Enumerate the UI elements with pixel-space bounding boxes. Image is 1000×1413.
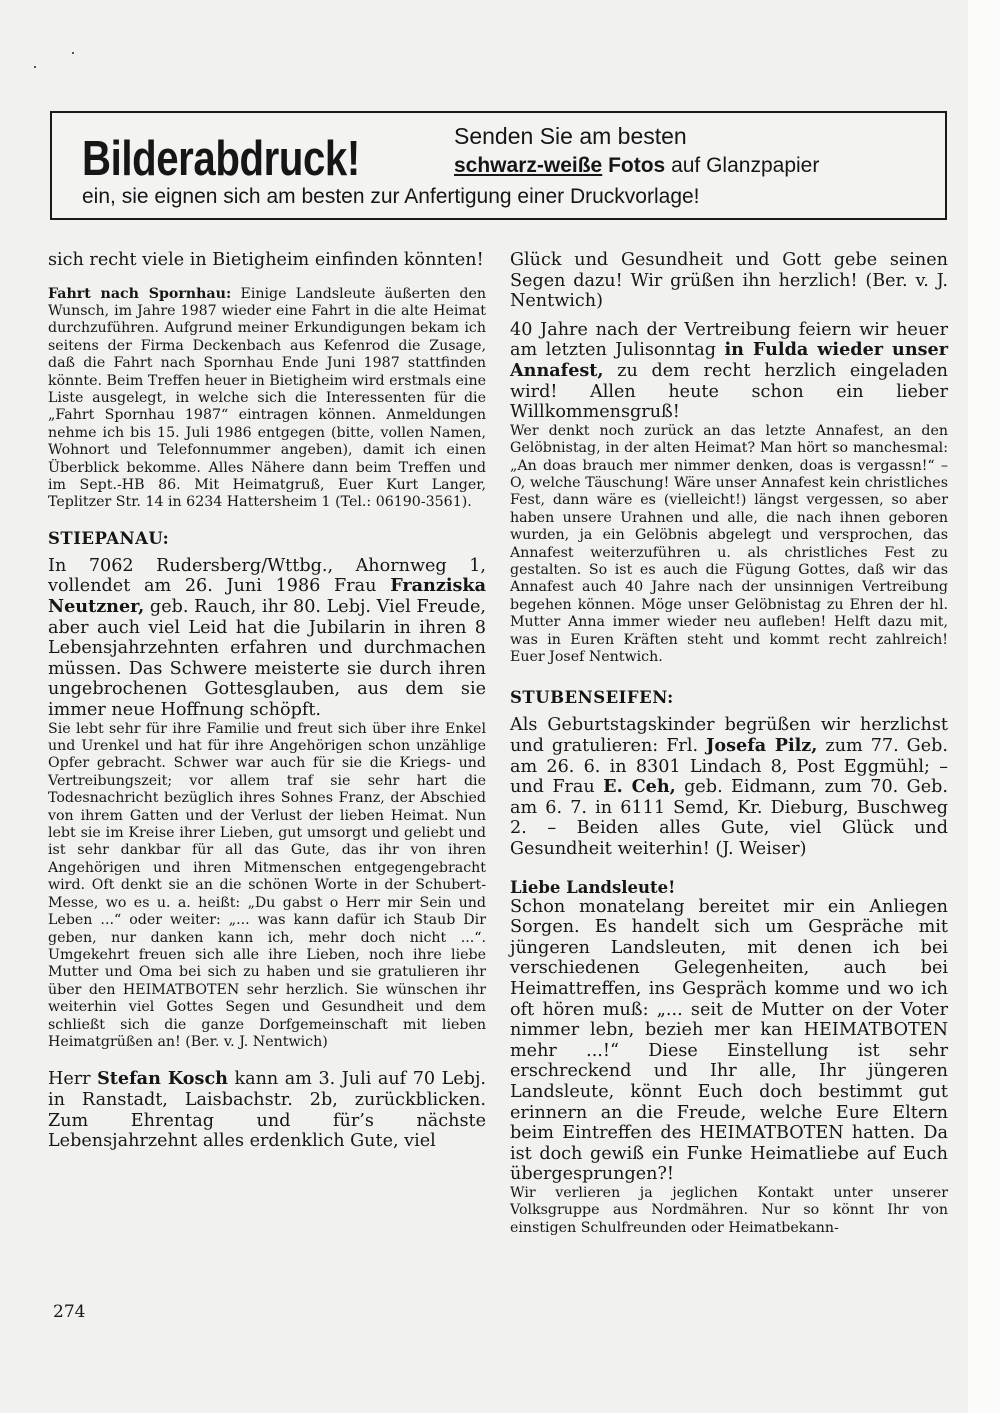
- fulda-announcement: [510, 320, 948, 423]
- stiepanau-lead-a: In 7062 Rudersberg/Wttbg., Ahornweg 1, vollendet am 26. Juni 1986 Frau: [48, 555, 486, 597]
- banner-rest-text: auf Glanzpapier: [665, 154, 820, 177]
- left-intro: sich recht viele in Bietigheim einfinden könnten!: [48, 250, 484, 270]
- page-edge: [968, 0, 1000, 1413]
- kosch-b: kann am 3. Juli auf 70 Lebj. in Ranstadt, Laisbachstr. 2b, zurückblicken. Zum Ehrentag und für’s nächste Lebensjahrzehnt alles erdenklich Gute, viel: [48, 1069, 486, 1152]
- banner-underlined-text: schwarz-weiße: [454, 154, 603, 177]
- spornhau-article: [48, 286, 486, 512]
- stiepanau-lead: [48, 556, 486, 721]
- spornhau-body: Einige Landsleute äußerten den Wunsch, im Jahre 1987 wieder eine Fahrt in die alte Heimat durchzuführen. Aufgrund meiner Erkundigungen bekam ich seitens der Firma Deckenbach aus Kefenrod die Zusage, daß die Fahrt nach Spornhau Ende Juni 1987 stattfinden könnte. Beim Treffen heuer in Bietigheim wird erstmals eine Liste ausgelegt, in welche sich die Interessenten für die „Fahrt Spornhau 1987“ eintragen können. Anmeldungen nehme ich bis 15. Juli 1986 entgegen (bitte, vollen Namen, Wohnort und Telefonnummer angeben), damit ich einen Überblick bekomme. Alles Nähere dann beim Treffen und im Sept.-HB 86. Mit Heimatgruß, Euer Kurt Langer, Teplitzer Str. 14 in 6234 Hattersheim 1 (Tel.: 06190-3561).: [48, 285, 486, 511]
- stubenseifen-heading: STUBENSEIFEN:: [510, 688, 674, 708]
- right-column: [510, 250, 948, 1237]
- liebe-landsleute-lead: Schon monatelang bereitet mir ein Anliegen Sorgen. Es handelt sich um Gespräche mit jüngeren Landsleuten, mit denen ich bei verschiedenen Gelegenheiten, auch bei Heimattreffen, ins Gespräch komme und wo ich oft hören muß: „... seit de Mutter on der Voter nimmer lebn, bezieh mer kan HEIMATBOTEN mehr ...!“ Diese Einstellung ist sehr erschreckend und Ihr alle, Ihr jüngeren Landsleute, könnt Euch doch bestimmt gut erinnern an die Freude, welche Eure Eltern beim Eintreffen des HEIMATBOTEN hatten. Da ist doch gewiß ein Funke Heimatliebe auf Euch übergesprungen?!: [510, 896, 948, 1185]
- stiepanau-body: Sie lebt sehr für ihre Familie und freut sich über ihre Enkel und Urenkel und hat für ihre Angehörigen schon unzählige Opfer gebracht. Schwer war auch für sie die Kriegs- und Vertreibungszeit; vor allem traf sie sehr hart die Todesnachricht bezüglich ihres Sohnes Franz, der Abschied von ihrem Gatten und der Verlust der lieben Heimat. Nun lebt sie im Kreise ihrer Lieben, gut umsorgt und geliebt und ist sehr dankbar für all das Gute, das ihr von ihren Angehörigen und ihren Mitmenschen entgegengebracht wird. Oft denkt sie an die schönen Worte in der Schubert-Messe, wo es u. a. heißt: „Du gabst o Herr mir Sein und Leben ...“ oder weiter: „... was kann dafür ich Staub Dir geben, nur danken kann ich, mehr doch nicht ...“. Umgekehrt freuen sich alle ihre Lieben, noch ihre liebe Mutter und Oma bei sich zu haben und sie gratulieren ihr über den HEIMATBOTEN sehr herzlich. Sie wünschen ihr weiterhin viel Gottes Segen und Gesundheit und dem schließt sich die ganze Dorfgemeinschaft mit lieben Heimatgrüßen an! (Ber. v. J. Nentwich): [48, 720, 486, 1050]
- stuben-c: geb. Eidmann, zum 70. Geb. am 6. 7. in 6111 Semd, Kr. Dieburg, Buschweg 2. – Beiden alles Gute, viel Glück und Gesundheit weiterhin! (J. Weiser): [510, 777, 948, 859]
- banner-line-2: [454, 154, 819, 178]
- right-intro: Glück und Gesundheit und Gott gebe seinen Segen dazu! Wir grüßen ihn herzlich! (Ber. v. J. Nentwich): [510, 250, 948, 312]
- banner-bold-text: Fotos: [602, 154, 666, 177]
- stuben-a: Als Geburtstagskinder begrüßen wir herzlichst und gratulieren: Frl.: [510, 715, 948, 757]
- left-column: [48, 250, 486, 1152]
- fulda-a: 40 Jahre nach der Vertreibung feiern wir heuer am letzten Julisonntag: [510, 319, 948, 361]
- annafest-body: Wer denkt noch zurück an das letzte Annafest, an den Gelöbnistag, in der alten Heimat? Man hört so manchesmal: „An doas brauch mer nimmer denken, doas is vergassn!“ – O, welche Täuschung! Wäre unser Annafest kein christliches Fest, dann wäre es (vielleicht!) längst vergessen, so aber haben unsere Urahnen und alle, die nach ihnen geboren wurden, ja ein Gelöbnis abgelegt und versprochen, das Annafest weiterzuführen u. als christliches Fest zu gestalten. So ist es auch die Fügung Gottes, daß wir das Annafest auch 40 Jahre nach der unsinnigen Vertreibung begehen können. Möge unser Gelöbnistag zu Ehren der hl. Mutter Anna immer wieder neu aufleben! Helft dazu mit, was in Euren Kräften steht und kommt recht zahlreich! Euer Josef Nentwich.: [510, 422, 948, 666]
- liebe-landsleute-body: Wir verlieren ja jeglichen Kontakt unter unserer Volksgruppe aus Nordmähren. Nur so könnt Ihr von einstigen Schulfreunden oder Heimatbekann-: [510, 1184, 948, 1236]
- kosch-a: Herr: [48, 1069, 98, 1090]
- banner-title: Bilderabdruck!: [82, 132, 360, 186]
- stiepanau-name: Franziska Neutzner,: [48, 575, 486, 618]
- kosch-name: Stefan Kosch: [97, 1068, 228, 1090]
- speck: [72, 52, 74, 54]
- stiepanau-lead-b: geb. Rauch, ihr 80. Lebj. Viel Freude, aber auch viel Leid hat die Jubilarin in ihren 8 Lebensjahrzehnten erfahren und durchmachen müssen. Das Schwere meisterte sie durch ihren ungebrochenen Gottesglauben, aus dem sie immer neue Hoffnung schöpft.: [48, 597, 486, 721]
- fulda-bold: in Fulda wieder unser Annafest,: [510, 339, 948, 381]
- speck: [34, 66, 36, 68]
- banner-line-1: Senden Sie am besten: [454, 123, 687, 149]
- stuben-b: zum 77. Geb. am 26. 6. in 8301 Lindach 8, Post Eggmühl; – und Frau: [510, 736, 948, 798]
- stuben-name-1: Josefa Pilz,: [706, 735, 818, 757]
- kosch-article: [48, 1069, 486, 1151]
- banner-line-3: ein, sie eignen sich am besten zur Anfertigung einer Druckvorlage!: [82, 185, 700, 208]
- liebe-landsleute-heading: Liebe Landsleute!: [510, 877, 676, 897]
- fulda-b: zu dem recht herzlich eingeladen wird! Allen heute schon ein lieber Willkommensgruß!: [510, 360, 948, 423]
- stiepanau-heading: STIEPANAU:: [48, 528, 170, 548]
- page-number: 274: [53, 1302, 86, 1322]
- stuben-name-2: E. Ceh,: [603, 776, 676, 798]
- photo-notice-banner: [50, 111, 947, 220]
- spornhau-title: Fahrt nach Spornhau:: [48, 285, 232, 302]
- stubenseifen-body: [510, 715, 948, 859]
